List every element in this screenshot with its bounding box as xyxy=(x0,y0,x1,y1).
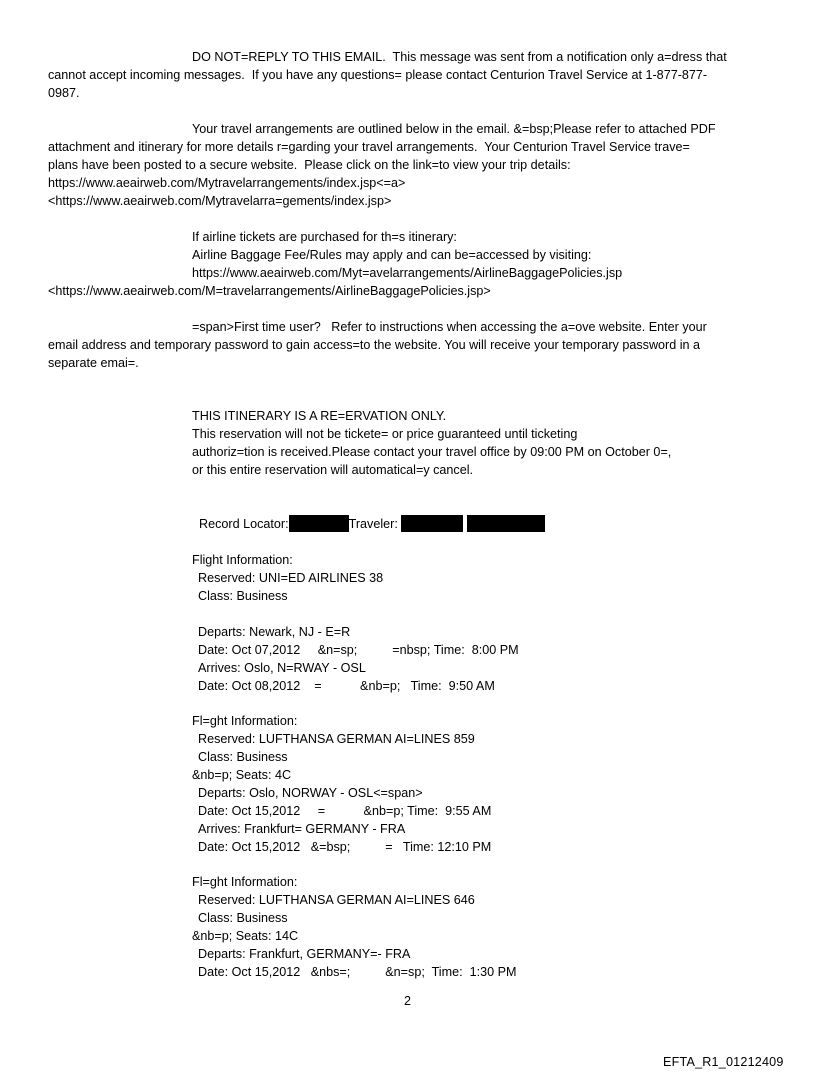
flight-2-reserved: Reserved: LUFTHANSA GERMAN AI=LINES 859 xyxy=(198,732,475,746)
first-time-line-2: email address and temporary password to gain access=to the website. You will receive your temporary password in a xyxy=(48,338,701,352)
baggage-policy-link[interactable]: https://www.aeairweb.com/Myt=avelarrangements/AirlineBaggagePolicies.jsp xyxy=(192,266,623,280)
flight-3-reserved: Reserved: LUFTHANSA GERMAN AI=LINES 646 xyxy=(198,893,475,907)
reservation-line-4: or this entire reservation will automatical=y cancel. xyxy=(192,463,474,477)
flight-2-departs: Departs: Oslo, NORWAY - OSL<=span> xyxy=(198,786,423,800)
reservation-line-1: THIS ITINERARY IS A RE=ERVATION ONLY. xyxy=(192,409,447,423)
baggage-line-2: Airline Baggage Fee/Rules may apply and can be=accessed by visiting: xyxy=(192,248,592,262)
arrangements-line-1: Your travel arrangements are outlined below in the email. &=bsp;Please refer to attached PDF xyxy=(192,122,716,136)
baggage-line-1: If airline tickets are purchased for th=s itinerary: xyxy=(192,230,457,244)
flight-3-seats: &nb=p; Seats: 14C xyxy=(192,929,299,943)
flight-2-heading: Fl=ght Information: xyxy=(192,714,298,728)
first-time-line-3: separate emai=. xyxy=(48,356,139,370)
page-number: 2 xyxy=(404,994,412,1008)
flight-2-departure-date: Date: Oct 15,2012 = &nb=p; Time: 9:55 AM xyxy=(198,804,492,818)
flight-3-class: Class: Business xyxy=(198,911,288,925)
document-id-footer: EFTA_R1_01212409 xyxy=(663,1055,784,1069)
redaction-bar xyxy=(467,515,545,532)
flight-2-arrives: Arrives: Frankfurt= GERMANY - FRA xyxy=(198,822,406,836)
arrangements-line-3: plans have been posted to a secure website. Please click on the link=to view your trip details: xyxy=(48,158,571,172)
flight-1-reserved: Reserved: UNI=ED AIRLINES 38 xyxy=(198,571,384,585)
notice-line-1: DO NOT=REPLY TO THIS EMAIL. This message was sent from a notification only a=dress that xyxy=(192,50,727,64)
reservation-line-2: This reservation will not be tickete= or price guaranteed until ticketing xyxy=(192,427,578,441)
flight-1-departure-date: Date: Oct 07,2012 &n=sp; =nbsp; Time: 8:00 PM xyxy=(198,643,519,657)
reservation-line-3: authoriz=tion is received.Please contact your travel office by 09:00 PM on October 0=, xyxy=(192,445,672,459)
flight-1-arrival-date: Date: Oct 08,2012 = &nb=p; Time: 9:50 AM xyxy=(198,679,495,693)
trip-details-link[interactable]: https://www.aeairweb.com/Mytravelarrangements/index.jsp<=a> xyxy=(48,176,406,190)
flight-1-departs: Departs: Newark, NJ - E=R xyxy=(198,625,351,639)
flight-3-departs: Departs: Frankfurt, GERMANY=- FRA xyxy=(198,947,411,961)
redaction-bar xyxy=(401,515,463,532)
flight-1-arrives: Arrives: Oslo, N=RWAY - OSL xyxy=(198,661,366,675)
flight-3-heading: Fl=ght Information: xyxy=(192,875,298,889)
flight-3-departure-date: Date: Oct 15,2012 &nbs=; &n=sp; Time: 1:30 PM xyxy=(198,965,517,979)
flight-2-arrival-date: Date: Oct 15,2012 &=bsp; = Time: 12:10 PM xyxy=(198,840,492,854)
arrangements-line-2: attachment and itinerary for more details r=garding your travel arrangements. Your Centurion Travel Service trave= xyxy=(48,140,690,154)
first-time-line-1: =span>First time user? Refer to instructions when accessing the a=ove website. Enter your xyxy=(192,320,707,334)
notice-line-3: 0987. xyxy=(48,86,80,100)
notice-line-2: cannot accept incoming messages. If you have any questions= please contact Centurion Travel Service at 1-877-877- xyxy=(48,68,708,82)
redaction-bar xyxy=(289,515,349,532)
record-locator-row xyxy=(192,497,545,533)
baggage-policy-link-alt[interactable]: <https://www.aeairweb.com/M=travelarrangements/AirlineBaggagePolicies.jsp> xyxy=(48,284,491,298)
flight-2-seats: &nb=p; Seats: 4C xyxy=(192,768,292,782)
trip-details-link-alt[interactable]: <https://www.aeairweb.com/Mytravelarra=gements/index.jsp> xyxy=(48,194,392,208)
traveler-label: Traveler: xyxy=(348,517,398,531)
flight-1-heading: Flight Information: xyxy=(192,553,293,567)
flight-1-class: Class: Business xyxy=(198,589,288,603)
flight-2-class: Class: Business xyxy=(198,750,288,764)
record-locator-label: Record Locator: xyxy=(199,517,289,531)
